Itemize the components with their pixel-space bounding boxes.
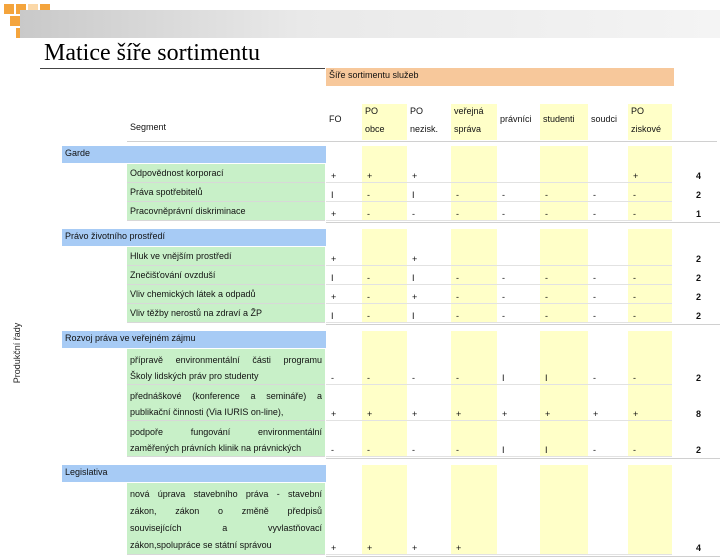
mark-cell: -: [588, 202, 628, 221]
segment-line: Školy lidských práv pro studenty: [130, 371, 259, 381]
mark-cell: +: [326, 202, 362, 221]
mark-cell: -: [362, 421, 407, 457]
mark-cell: [497, 164, 540, 183]
column-shade: [451, 331, 497, 349]
mark-cell: -: [540, 202, 588, 221]
mark-cell: I: [407, 304, 451, 323]
category-header: Garde: [62, 146, 326, 163]
column-shade: [540, 465, 588, 483]
column-shade: [451, 146, 497, 164]
segment-line: Hluk ve vnějším prostředí: [130, 251, 232, 261]
total-cell: 2: [696, 273, 702, 283]
mark-cell: -: [588, 421, 628, 457]
segment-line: podpoře fungování environmentální: [130, 427, 322, 437]
column-header-line: obce: [365, 124, 385, 134]
column-header-line: studenti: [543, 114, 575, 124]
column-header: [628, 104, 672, 140]
mark-cell: +: [407, 385, 451, 421]
segment-line: zákon,spolupráce se státní správou: [130, 540, 272, 550]
mark-cell: I: [407, 183, 451, 202]
mark-cell: I: [326, 266, 362, 285]
mark-cell: -: [326, 349, 362, 385]
mark-cell: -: [540, 304, 588, 323]
mark-cell: +: [326, 285, 362, 304]
mark-cell: I: [497, 349, 540, 385]
mark-cell: -: [628, 183, 672, 202]
mark-cell: +: [451, 483, 497, 555]
category-header: Rozvoj práva ve veřejném zájmu: [62, 331, 326, 348]
mark-cell: +: [407, 164, 451, 183]
total-cell: 4: [696, 543, 702, 553]
category-header: Právo životního prostředí: [62, 229, 326, 246]
segment-cell: [127, 483, 325, 555]
mark-cell: -: [588, 266, 628, 285]
column-shade: [628, 465, 672, 483]
segment-cell: [127, 421, 325, 457]
total-cell: 2: [696, 445, 702, 455]
segment-cell: [127, 349, 325, 385]
segment-line: přípravě environmentální části programu: [130, 355, 322, 365]
segment-cell: [127, 202, 325, 221]
mark-cell: -: [362, 266, 407, 285]
mark-cell: -: [628, 202, 672, 221]
column-shade: [628, 146, 672, 164]
column-header-line: správa: [454, 124, 482, 134]
side-label: Produkční řady: [12, 322, 22, 384]
mark-cell: +: [628, 385, 672, 421]
column-header-line: právníci: [500, 114, 532, 124]
segment-line: Znečišťování ovzduší: [130, 270, 216, 280]
segment-cell: [127, 285, 325, 304]
category-header: Legislativa: [62, 465, 326, 482]
column-header-line: PO: [365, 106, 379, 116]
mark-cell: -: [326, 421, 362, 457]
mark-cell: -: [451, 285, 497, 304]
column-shade: [540, 146, 588, 164]
mark-cell: -: [407, 349, 451, 385]
segment-line: souvisejících a vyvlastňovací: [130, 523, 322, 533]
mark-cell: -: [451, 304, 497, 323]
segment-line: Vliv chemických látek a odpadů: [130, 289, 256, 299]
mark-cell: [497, 483, 540, 555]
column-header-line: PO: [410, 106, 424, 116]
mark-cell: -: [588, 304, 628, 323]
mark-cell: +: [540, 385, 588, 421]
total-cell: 2: [696, 190, 702, 200]
mark-cell: I: [326, 304, 362, 323]
column-shade: [540, 229, 588, 247]
column-header-line: nezisk.: [410, 124, 439, 134]
mark-cell: [588, 164, 628, 183]
mark-cell: -: [497, 266, 540, 285]
mark-cell: I: [407, 266, 451, 285]
mark-cell: -: [497, 304, 540, 323]
column-header-line: soudci: [591, 114, 618, 124]
segment-cell: [127, 304, 325, 323]
mark-cell: +: [326, 247, 362, 266]
column-header-line: veřejná: [454, 106, 484, 116]
mark-cell: -: [628, 304, 672, 323]
header-divider: [127, 141, 717, 142]
section-divider: [326, 222, 720, 223]
segment-line: Odpovědnost korporací: [130, 168, 224, 178]
column-header-line: PO: [631, 106, 645, 116]
mark-cell: +: [628, 164, 672, 183]
mark-cell: [451, 164, 497, 183]
column-header: [497, 104, 540, 140]
mark-cell: [362, 247, 407, 266]
column-shade: [362, 465, 407, 483]
mark-cell: [588, 483, 628, 555]
mark-cell: -: [497, 202, 540, 221]
mark-cell: +: [407, 247, 451, 266]
mark-cell: -: [497, 183, 540, 202]
group-header: Šíře sortimentu služeb: [326, 68, 674, 86]
column-header: [451, 104, 497, 140]
total-cell: 2: [696, 292, 702, 302]
total-cell: 4: [696, 171, 702, 181]
segment-cell: [127, 266, 325, 285]
mark-cell: [540, 247, 588, 266]
column-shade: [628, 331, 672, 349]
mark-cell: [497, 247, 540, 266]
column-shade: [451, 465, 497, 483]
mark-cell: +: [588, 385, 628, 421]
total-cell: 2: [696, 254, 702, 264]
mark-cell: +: [407, 285, 451, 304]
mark-cell: -: [362, 285, 407, 304]
segment-line: přednáškové (konference a semináře) a: [130, 391, 322, 401]
mark-cell: -: [451, 349, 497, 385]
total-cell: 8: [696, 409, 702, 419]
total-cell: 2: [696, 373, 702, 383]
total-cell: 1: [696, 209, 702, 219]
column-shade: [362, 229, 407, 247]
mark-cell: +: [362, 164, 407, 183]
mark-cell: +: [362, 483, 407, 555]
column-shade: [540, 331, 588, 349]
mark-cell: -: [628, 349, 672, 385]
mark-cell: -: [362, 183, 407, 202]
column-shade: [451, 229, 497, 247]
column-header-line: ziskové: [631, 124, 662, 134]
mark-cell: -: [451, 202, 497, 221]
slide-title: Matice šíře sortimentu: [44, 40, 260, 66]
segment-line: nová úprava stavebního práva - stavební: [130, 489, 322, 499]
segment-cell: [127, 183, 325, 202]
mark-cell: +: [497, 385, 540, 421]
mark-cell: -: [628, 266, 672, 285]
column-header: [407, 104, 451, 140]
column-shade: [362, 146, 407, 164]
mark-cell: -: [362, 304, 407, 323]
mark-cell: +: [451, 385, 497, 421]
column-shade: [628, 229, 672, 247]
mark-cell: -: [497, 285, 540, 304]
column-header: [362, 104, 407, 140]
mark-cell: +: [326, 385, 362, 421]
mark-cell: [588, 247, 628, 266]
mark-cell: -: [362, 202, 407, 221]
mark-cell: I: [540, 421, 588, 457]
segment-cell: [127, 164, 325, 183]
mark-cell: -: [451, 183, 497, 202]
mark-cell: -: [588, 183, 628, 202]
column-header-line: FO: [329, 114, 342, 124]
total-cell: 2: [696, 311, 702, 321]
mark-cell: [540, 483, 588, 555]
segment-line: Práva spotřebitelů: [130, 187, 203, 197]
column-header: [326, 104, 362, 140]
segment-cell: [127, 385, 325, 421]
mark-cell: -: [407, 202, 451, 221]
segment-line: zaměřených právních klinik na právnických: [130, 443, 302, 453]
mark-cell: -: [628, 285, 672, 304]
mark-cell: -: [451, 421, 497, 457]
mark-cell: -: [407, 421, 451, 457]
segment-line: Vliv těžby nerostů na zdraví a ŽP: [130, 308, 263, 318]
mark-cell: [628, 483, 672, 555]
mark-cell: -: [540, 266, 588, 285]
mark-cell: -: [628, 421, 672, 457]
mark-cell: [628, 247, 672, 266]
section-divider: [326, 324, 720, 325]
segment-line: publikační činnosti (Via IURIS on-line),: [130, 407, 284, 417]
mark-cell: +: [326, 483, 362, 555]
mark-cell: [451, 247, 497, 266]
mark-cell: I: [326, 183, 362, 202]
mark-cell: -: [540, 285, 588, 304]
mark-cell: [540, 164, 588, 183]
mark-cell: +: [326, 164, 362, 183]
segment-line: zákon, zákon o změně předpisů: [130, 506, 322, 516]
column-header: [540, 104, 588, 140]
mark-cell: -: [540, 183, 588, 202]
mark-cell: +: [362, 385, 407, 421]
column-shade: [362, 331, 407, 349]
mark-cell: -: [451, 266, 497, 285]
mark-cell: -: [588, 349, 628, 385]
segment-line: Pracovněprávní diskriminace: [130, 206, 246, 216]
segment-header: Segment: [130, 122, 167, 132]
section-divider: [326, 458, 720, 459]
column-header: [588, 104, 628, 140]
mark-cell: -: [588, 285, 628, 304]
mark-cell: I: [497, 421, 540, 457]
mark-cell: +: [407, 483, 451, 555]
mark-cell: I: [540, 349, 588, 385]
segment-cell: [127, 247, 325, 266]
mark-cell: -: [362, 349, 407, 385]
